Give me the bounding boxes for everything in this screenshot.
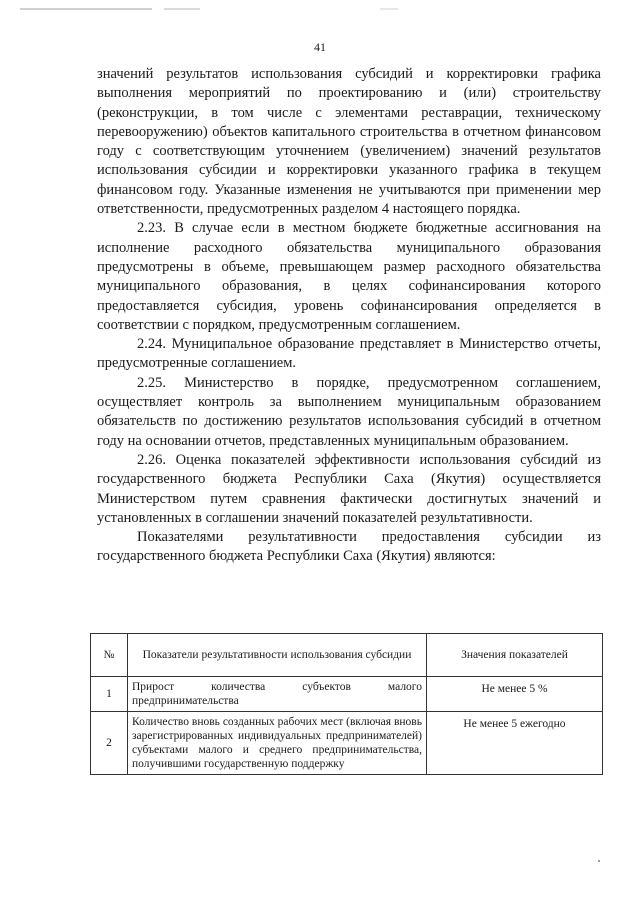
indicator-name: Прирост количества субъектов малого предпринимательства (128, 677, 427, 712)
paragraph: 2.25. Министерство в порядке, предусмотренном соглашением, осуществляет контроль за выполнением муниципальным образованием обязательств по достижению результатов использования субсидий в отчетном году на основании отчетов, представленных муниципальным образованием. (97, 374, 601, 449)
paragraph: значений результатов использования субсидий и корректировки графика выполнения мероприятий по проектированию и (или) строительству (реконструкции, в том числе с элементами реставрации, техническому перевооружению) объектов капитального строительства в отчетном финансовом году с соответствующим уточнением (увеличением) значений результатов использования субсидии и корректировки указанного графика в текущем финансовом году. Указанные изменения не учитываются при применении мер ответственности, предусмотренных разделом 4 настоящего порядка. (97, 66, 601, 218)
page-number: 41 (314, 40, 326, 54)
scan-artifact (20, 8, 620, 10)
paragraph: Показателями результативности предоставления субсидии из государственного бюджета Республики Саха (Якутия) являются: (97, 529, 601, 565)
table-header-row (91, 634, 603, 677)
paragraph: 2.26. Оценка показателей эффективности использования субсидий из государственного бюджета Республики Саха (Якутия) осуществляется Министерством путем сравнения фактически достигнутых значений и установленных в соглашении значений показателей результативности. (97, 451, 601, 526)
column-header-value: Значения показателей (427, 634, 603, 677)
column-header-indicator: Показатели результативности использования субсидии (128, 634, 427, 677)
row-number: 1 (91, 677, 128, 712)
table-row (91, 712, 603, 775)
indicator-value: Не менее 5 % (427, 677, 603, 712)
document-body (97, 65, 601, 567)
paragraph: 2.24. Муниципальное образование представляет в Министерство отчеты, предусмотренные соглашением. (97, 336, 601, 372)
paragraph: 2.23. В случае если в местном бюджете бюджетные ассигнования на исполнение расходного обязательства муниципального образования предусмотрены в объеме, превышающем размер расходного обязательства муниципального образования, в целях софинансирования которого предоставляется субсидия, уровень софинансирования определяется в соответствии с порядком, предусмотренным соглашением. (97, 220, 601, 333)
scan-speck (598, 860, 600, 862)
indicator-value: Не менее 5 ежегодно (427, 712, 603, 775)
indicator-name: Количество вновь созданных рабочих мест (включая вновь зарегистрированных индивидуальных предпринимателей) субъектами малого и среднего предпринимательства, получившими государственную поддержку (128, 712, 427, 775)
row-number: 2 (91, 712, 128, 775)
table-row (91, 677, 603, 712)
column-header-number: № (91, 634, 128, 677)
indicators-table (90, 633, 603, 775)
